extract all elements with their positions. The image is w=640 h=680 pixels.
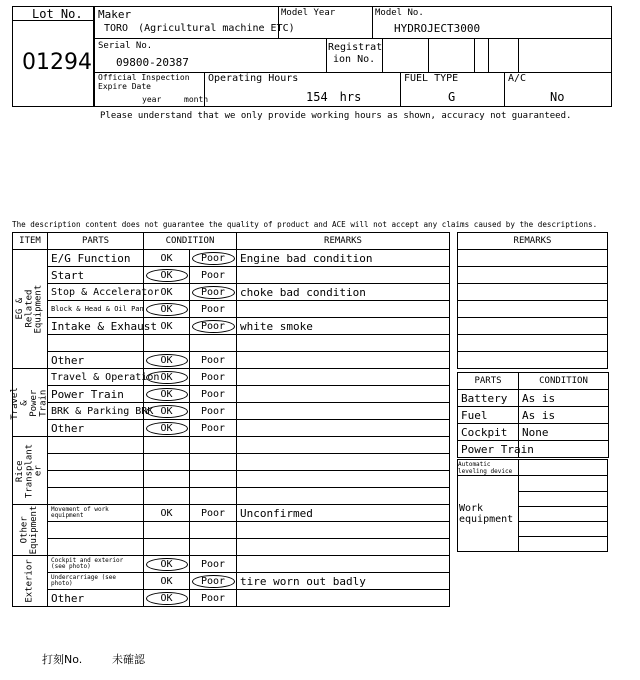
ok-cell: OK [144,556,190,573]
poor-cell: Poor [190,573,237,590]
remark-cell: choke bad condition [237,284,450,301]
poor-cell [190,522,237,539]
selection-oval [146,269,188,282]
model-year-label: Model Year [281,8,336,18]
table-row [13,590,450,607]
serial-label: Serial No. [98,41,153,51]
side-parts-row [458,390,609,407]
side-remarks-row [458,250,608,267]
registration-label-1: Registrat [328,42,383,53]
selection-oval [192,286,235,299]
poor-cell: Poor [190,284,237,301]
selection-oval [146,354,188,367]
table-row [13,352,450,369]
ok-cell: OK [144,284,190,301]
poor-cell: Poor [190,301,237,318]
table-row [13,420,450,437]
table-row [13,539,450,556]
side-parts-header: PARTS [458,373,519,390]
side-part-condition: As is [519,407,609,424]
header-condition: CONDITION [144,233,237,250]
remark-cell [237,403,450,420]
side-remarks-row [458,335,608,352]
maker-value: TORO (Agricultural machine ETC) [104,23,295,34]
remark-cell: Engine bad condition [237,250,450,267]
poor-cell [190,437,237,454]
item-group-label: Travel & Power Train [10,386,49,419]
poor-cell: Poor [190,403,237,420]
table-row [13,471,450,488]
poor-cell: Poor [190,590,237,607]
ok-cell [144,522,190,539]
poor-cell: Poor [190,420,237,437]
lot-label: Lot No. [32,7,83,21]
disclaimer: The description content does not guarantee the quality of product and ACE will not accept any claims caused by the descriptions. [12,220,598,229]
part-cell: Travel & Operation [48,369,144,386]
item-group-label: EG & Related Equipment [14,284,44,334]
remark-cell: Unconfirmed [237,505,450,522]
part-cell: Undercarriage (see photo) [48,573,144,590]
remark-cell [237,437,450,454]
serial-value: 09800-20387 [116,56,189,69]
selection-oval [146,405,188,418]
item-group-cell [13,505,48,556]
remark-cell: white smoke [237,318,450,335]
poor-cell: Poor [190,505,237,522]
part-cell [48,471,144,488]
side-parts-row [458,424,609,441]
table-row [13,522,450,539]
selection-oval [146,371,188,384]
part-cell: Intake & Exhaust [48,318,144,335]
part-cell [48,454,144,471]
selection-oval [192,575,235,588]
table-row [13,403,450,420]
fuel-label: FUEL TYPE [404,73,459,84]
poor-cell [190,454,237,471]
remark-cell [237,488,450,505]
remark-cell [237,522,450,539]
registration-label-2: ion No. [333,54,376,65]
ac-value: No [550,90,565,104]
poor-cell: Poor [190,556,237,573]
remark-cell [237,454,450,471]
ok-cell: OK [144,250,190,267]
stamp-label: 打刻No. [42,653,83,666]
part-cell [48,522,144,539]
header-parts: PARTS [48,233,144,250]
part-cell: BRK & Parking BRK [48,403,144,420]
part-cell: E/G Function [48,250,144,267]
item-group-label: Exterior [24,559,35,603]
part-cell: Other [48,352,144,369]
ok-cell [144,488,190,505]
side-part-name: Battery [458,390,519,407]
month-label: month [184,95,209,104]
part-cell: Other [48,420,144,437]
model-no-label: Model No. [375,8,424,18]
remark-cell [237,301,450,318]
hours-label: Operating Hours [208,73,299,84]
side-remarks-table [457,232,608,369]
selection-oval [146,388,188,401]
remark-cell: tire worn out badly [237,573,450,590]
ok-cell [144,335,190,352]
side-part-name: Fuel [458,407,519,424]
inspection-label-1: Official Inspection [98,73,190,82]
remark-cell [237,369,450,386]
poor-cell [190,335,237,352]
side-remarks-row [458,318,608,335]
selection-oval [146,422,188,435]
table-row [13,556,450,573]
remark-cell [237,352,450,369]
part-cell: Start [48,267,144,284]
ok-cell [144,539,190,556]
selection-oval [192,320,235,333]
hours-note: Please understand that we only provide working hours as shown, accuracy not guaranteed. [100,111,572,121]
table-row [13,386,450,403]
poor-cell: Poor [190,369,237,386]
poor-cell: Poor [190,318,237,335]
ok-cell: OK [144,505,190,522]
table-row [13,267,450,284]
fuel-value: G [448,90,456,104]
hours-value: 154 hrs [306,90,362,104]
ok-cell [144,471,190,488]
remark-cell [237,590,450,607]
part-cell: Movement of work equipment [48,505,144,522]
poor-cell [190,539,237,556]
ok-cell: OK [144,590,190,607]
item-group-cell [10,369,49,437]
selection-oval [192,252,235,265]
poor-cell: Poor [190,267,237,284]
remark-cell [237,267,450,284]
ok-cell: OK [144,386,190,403]
part-cell: Power Train [48,386,144,403]
part-cell [48,335,144,352]
remark-cell [237,420,450,437]
item-group-label: Other Equipment [19,505,39,555]
part-cell [48,437,144,454]
selection-oval [146,592,188,605]
remark-cell [237,471,450,488]
selection-oval [146,303,188,316]
model-no-value: HYDROJECT3000 [394,22,481,35]
poor-cell: Poor [190,250,237,267]
header-item: ITEM [13,233,48,250]
table-row [13,454,450,471]
side-part-condition: None [519,424,609,441]
item-group-cell [13,250,48,369]
side-remarks-row [458,267,608,284]
side-parts-table [457,372,609,458]
header-remarks: REMARKS [237,233,450,250]
item-group-label: Rice Transplant er [14,443,44,498]
lot-number: 01294 [22,50,92,75]
side-parts-row [458,407,609,424]
ok-cell: OK [144,267,190,284]
remark-cell [237,556,450,573]
ok-cell: OK [144,403,190,420]
auto-level-label: Automatic leveling device [458,461,513,475]
part-cell [48,539,144,556]
part-cell: Cockpit and exterior (see photo) [48,556,144,573]
ok-cell: OK [144,352,190,369]
side-remarks-header: REMARKS [458,233,608,250]
table-row [13,301,450,318]
ok-cell: OK [144,301,190,318]
ok-cell: OK [144,318,190,335]
ok-cell [144,437,190,454]
ac-label: A/C [508,73,527,84]
stamp-value: 未確認 [112,653,145,666]
table-row [13,488,450,505]
item-group-cell [13,556,48,607]
table-row [13,437,450,454]
work-equipment-label: Work equipment [459,503,514,525]
poor-cell [190,471,237,488]
side-remarks-row [458,352,608,369]
poor-cell [190,488,237,505]
ok-cell: OK [144,573,190,590]
year-label: year [142,95,162,104]
poor-cell: Poor [190,352,237,369]
ok-cell [144,454,190,471]
item-group-cell [13,437,48,505]
table-row [13,369,450,386]
part-cell: Other [48,590,144,607]
side-part-name: Cockpit [458,424,519,441]
part-cell [48,488,144,505]
part-cell: Stop & Accelerator [48,284,144,301]
side-parts-row [458,441,609,458]
side-part-name: Power Train [458,441,519,458]
table-row [13,335,450,352]
remark-cell [237,539,450,556]
table-row [13,505,450,522]
ok-cell: OK [144,420,190,437]
side-remarks-row [458,284,608,301]
poor-cell: Poor [190,386,237,403]
ok-cell: OK [144,369,190,386]
remark-cell [237,386,450,403]
part-cell: Block & Head & Oil Pan [48,301,144,318]
side-condition-header: CONDITION [519,373,609,390]
remark-cell [237,335,450,352]
maker-label: Maker [98,8,132,21]
selection-oval [146,558,188,571]
side-part-condition: As is [519,390,609,407]
side-remarks-row [458,301,608,318]
inspection-label-2: Expire Date [98,82,151,91]
